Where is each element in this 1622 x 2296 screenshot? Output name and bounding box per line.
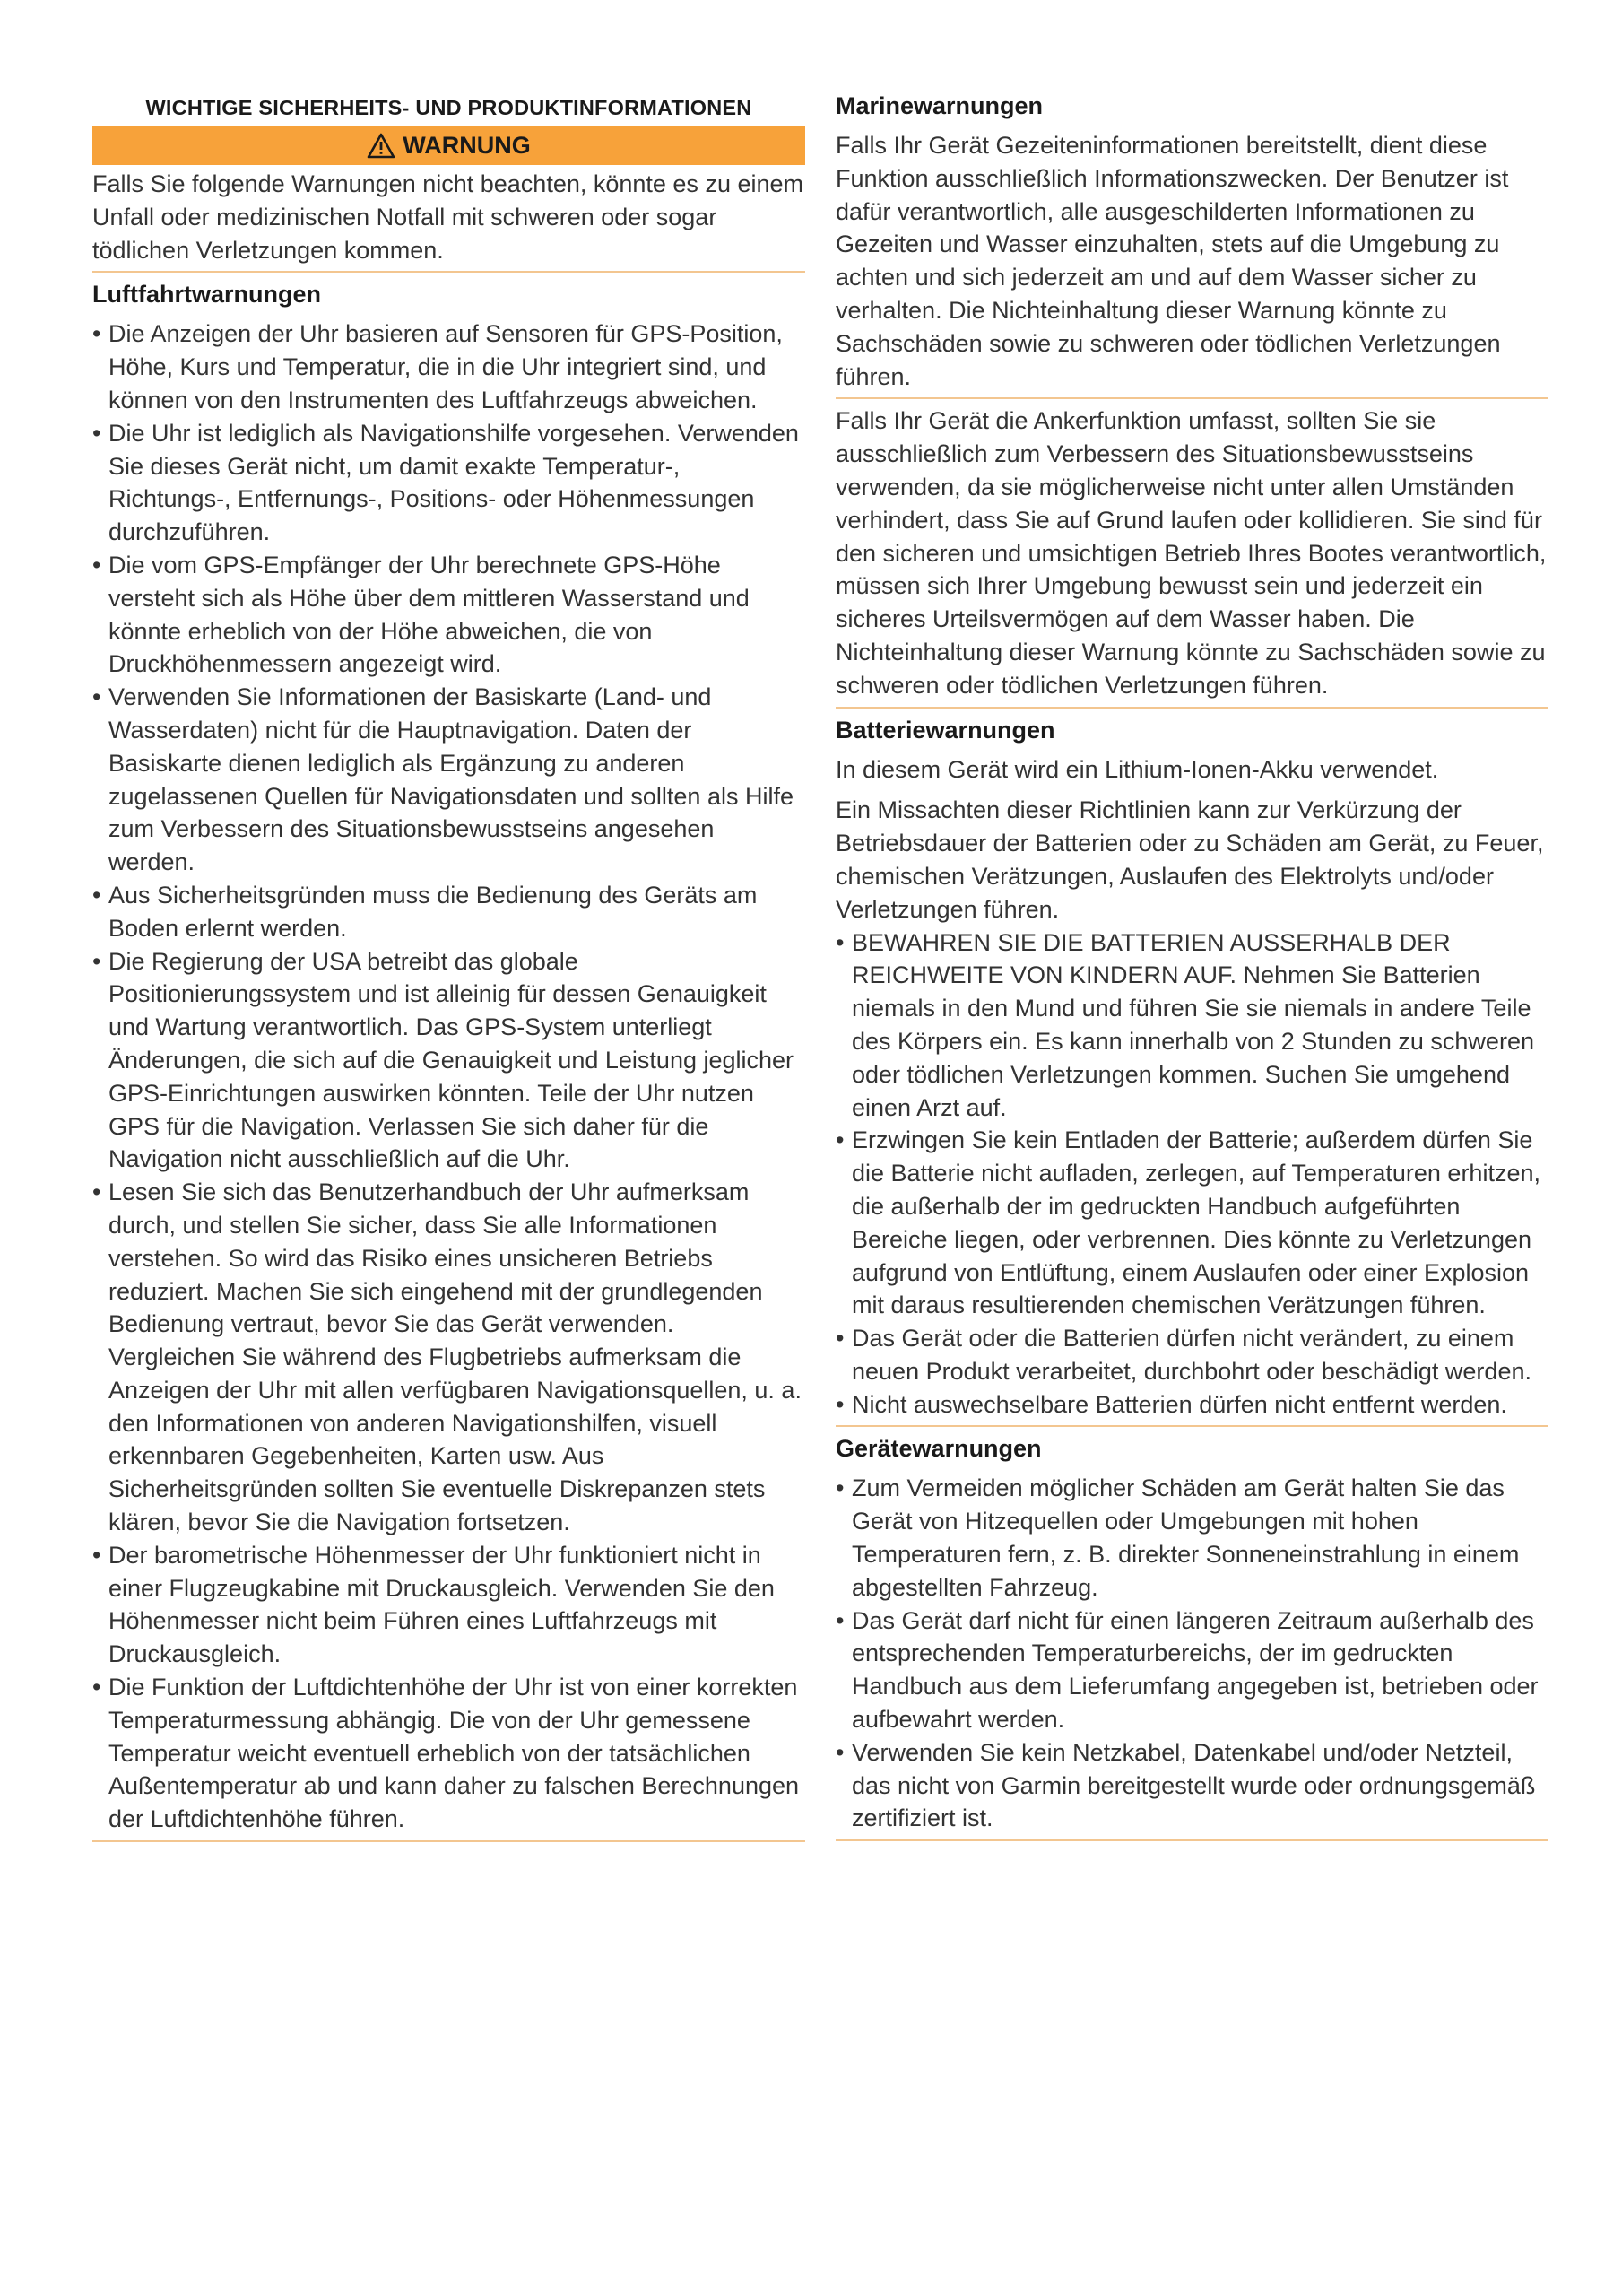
marine-heading: Marinewarnungen: [836, 92, 1044, 119]
section-divider: [836, 707, 1548, 709]
aviation-list: [92, 317, 805, 1836]
list-item: • Die vom GPS-Empfänger der Uhr berechnete GPS-Höhe versteht sich als Höhe über dem mittleren Wasserstand und könnte erheblich von der Höhe abweichen, die von Druckhöhenmessern angezeigt wird.: [92, 549, 805, 681]
list-item: • Lesen Sie sich das Benutzerhandbuch der Uhr aufmerksam durch, und stellen Sie sicher, dass Sie alle Informationen verstehen. So wird das Risiko eines unsicheren Betriebs reduziert. Machen Sie sich eingehend mit der grundlegenden Bedienung vertraut, bevor Sie das Gerät verwenden. Vergleichen Sie während des Flugbetriebs aufmerksam die Anzeigen der Uhr mit allen verfügbaren Navigationsquellen, u. a. den Informationen von anderen Navigationshilfen, visuell erkennbaren Gegebenheiten, Karten usw. Aus Sicherheitsgründen sollten Sie eventuelle Diskrepanzen stets klären, bevor Sie die Navigation fortsetzen.: [92, 1176, 805, 1539]
list-item: • Verwenden Sie Informationen der Basiskarte (Land- und Wasserdaten) nicht für die Hauptnavigation. Daten der Basiskarte dienen lediglich als Ergänzung zu anderen zugelassenen Quellen für Navigationsdaten und sollten als Hilfe zum Verbessern des Situationsbewusstseins angesehen werden.: [92, 681, 805, 879]
battery-paragraph-type: In diesem Gerät wird ein Lithium-Ionen-Akku verwendet.: [836, 755, 1439, 783]
section-divider: [92, 271, 805, 273]
list-item: • Die Regierung der USA betreibt das globale Positionierungssystem und ist alleinig für dessen Genauigkeit und Wartung verantwortlich. Das GPS-System unterliegt Änderungen, die sich auf die Genauigkeit und Leistung jeglicher GPS-Einrichtungen auswirken könnten. Teile der Uhr nutzen GPS für die Navigation. Verlassen Sie sich daher für die Navigation nicht ausschließlich auf die Uhr.: [92, 945, 805, 1177]
battery-list: [836, 926, 1548, 1422]
list-item: • Nicht auswechselbare Batterien dürfen nicht entfernt werden.: [836, 1388, 1548, 1422]
list-item: • Erzwingen Sie kein Entladen der Batterie; außerdem dürfen Sie die Batterie nicht aufladen, zerlegen, auf Temperaturen erhitzen, die außerhalb der im gedruckten Handbuch aufgeführten Bereiche liegen, oder verbrennen. Dies könnte zu Verletzungen aufgrund von Entlüftung, einem Auslaufen oder einer Explosion mit daraus resultierenden chemischen Verätzungen führen.: [836, 1124, 1548, 1322]
warning-label: WARNUNG: [403, 131, 531, 159]
warning-banner: [92, 126, 805, 165]
list-item: • Die Uhr ist lediglich als Navigationshilfe vorgesehen. Verwenden Sie dieses Gerät nicht, um damit exakte Temperatur-, Richtungs-, Entfernungs-, Positions- oder Höhenmessungen durchzuführen.: [92, 417, 805, 549]
section-divider: [92, 1840, 805, 1842]
device-heading: Gerätewarnungen: [836, 1435, 1042, 1463]
aviation-heading: Luftfahrtwarnungen: [92, 281, 321, 309]
list-item: • Das Gerät oder die Batterien dürfen nicht verändert, zu einem neuen Produkt verarbeitet, durchbohrt oder beschädigt werden.: [836, 1322, 1548, 1388]
intro-paragraph: Falls Sie folgende Warnungen nicht beachten, könnte es zu einem Unfall oder medizinischen Notfall mit schweren oder sogar tödlichen Verletzungen kommen.: [92, 170, 803, 264]
section-divider: [836, 397, 1548, 399]
marine-paragraph-anchor: Falls Ihr Gerät die Ankerfunktion umfasst, sollten Sie sie ausschließlich zum Verbessern des Situationsbewusstseins verwenden, da sie möglicherweise nicht unter allen Umständen verhindert, dass Sie auf Grund laufen oder kollidieren. Sie sind für den sicheren und umsichtigen Betrieb Ihres Bootes verantwortlich, müssen sich Ihrer Umgebung bewusst sein und jederzeit ein sicheres Urteilsvermögen auf dem Wasser haben. Die Nichteinhaltung dieser Warnung könnte zu Sachschäden sowie zu schweren oder tödlichen Verletzungen führen.: [836, 407, 1547, 699]
right-column: [836, 90, 1548, 1847]
section-divider: [836, 1425, 1548, 1427]
list-item: • Zum Vermeiden möglicher Schäden am Gerät halten Sie das Gerät von Hitzequellen oder Umgebungen mit hohen Temperaturen fern, z. B. direkter Sonneneinstrahlung in einem abgestellten Fahrzeug.: [836, 1472, 1548, 1604]
list-item: • Das Gerät darf nicht für einen längeren Zeitraum außerhalb des entsprechenden Temperaturbereichs, der im gedruckten Handbuch aus dem Lieferumfang angegeben ist, betrieben oder aufbewahrt werden.: [836, 1605, 1548, 1736]
warning-triangle-icon: [367, 133, 395, 159]
left-column: [92, 90, 805, 1848]
list-item: • Die Anzeigen der Uhr basieren auf Sensoren für GPS-Position, Höhe, Kurs und Temperatur, die in die Uhr integriert sind, und können von den Instrumenten des Luftfahrzeugs abweichen.: [92, 317, 805, 416]
battery-heading: Batteriewarnungen: [836, 716, 1055, 744]
document-title: WICHTIGE SICHERHEITS- UND PRODUKTINFORMATIONEN: [145, 96, 752, 119]
list-item: • Die Funktion der Luftdichtenhöhe der Uhr ist von einer korrekten Temperaturmessung abhängig. Die von der Uhr gemessene Temperatur weicht eventuell erheblich von der tatsächlichen Außentemperatur ab und kann daher zu falschen Berechnungen der Luftdichtenhöhe führen.: [92, 1671, 805, 1836]
device-list: [836, 1472, 1548, 1835]
section-divider: [836, 1839, 1548, 1841]
list-item: • Aus Sicherheitsgründen muss die Bedienung des Geräts am Boden erlernt werden.: [92, 879, 805, 945]
battery-paragraph-guidelines: Ein Missachten dieser Richtlinien kann zur Verkürzung der Betriebsdauer der Batterien oder zu Schäden am Gerät, zu Feuer, chemischen Verätzungen, Auslaufen des Elektrolyts und/oder Verletzungen führen.: [836, 796, 1544, 923]
list-item: • BEWAHREN SIE DIE BATTERIEN AUSSERHALB DER REICHWEITE VON KINDERN AUF. Nehmen Sie Batterien niemals in den Mund und führen Sie sie niemals in andere Teile des Körpers ein. Es kann innerhalb von 2 Stunden zu schweren oder tödlichen Verletzungen kommen. Suchen Sie umgehend einen Arzt auf.: [836, 926, 1548, 1125]
list-item: • Der barometrische Höhenmesser der Uhr funktioniert nicht in einer Flugzeugkabine mit Druckausgleich. Verwenden Sie den Höhenmesser nicht beim Führen eines Luftfahrzeugs mit Druckausgleich.: [92, 1539, 805, 1671]
list-item: • Verwenden Sie kein Netzkabel, Datenkabel und/oder Netzteil, das nicht von Garmin bereitgestellt wurde oder ordnungsgemäß zertifiziert ist.: [836, 1736, 1548, 1835]
marine-paragraph-tides: Falls Ihr Gerät Gezeiteninformationen bereitstellt, dient diese Funktion ausschließlich Informationszwecken. Der Benutzer ist dafür verantwortlich, alle ausgeschilderten Informationen zu Gezeiten und Wasser einzuhalten, stets auf die Umgebung zu achten und sich jederzeit am und auf dem Wasser sicher zu verhalten. Die Nichteinhaltung dieser Warnung könnte zu Sachschäden sowie zu schweren oder tödlichen Verletzungen führen.: [836, 132, 1509, 390]
